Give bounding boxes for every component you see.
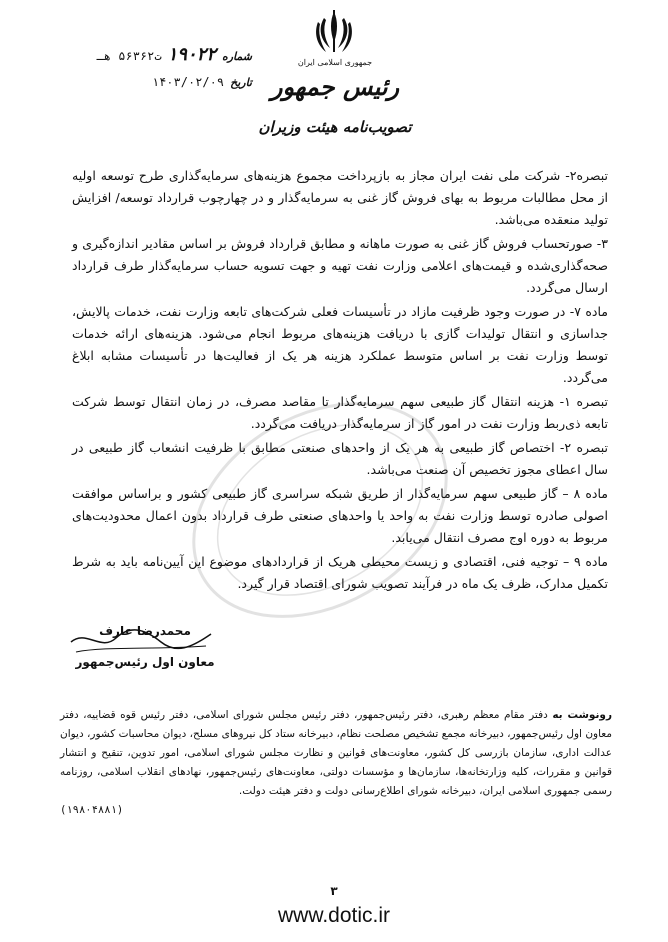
number-row (12, 44, 252, 65)
paragraph: تبصره۲- شرکت ملی نفت ایران مجاز به بازپرداخت مجموع هزینه‌های سرمایه‌گذاری طرح توسعه اولیه از محل مطالبات مربوط به بهای فروش گاز غنی به سرمایه‌گذار و در چهارچوب قرارداد توسعه/ افزایش تولید منعقده می‌باشد. (72, 168, 608, 227)
number-label: شماره (221, 50, 252, 63)
distribution-text: دفتر مقام معظم رهبری، دفتر رئیس‌جمهور، دفتر رئیس مجلس شورای اسلامی، دفتر رئیس قوه قضاییه، دفتر معاون اول رئیس‌جمهور، دبیرخانه مجمع تشخیص مصلحت نظام، دبیرخانه ستاد کل نیروهای مسلح، دیوان محاسبات کشور، دیوان عدالت اداری، سازمان بازرسی کل کشور، معاونت‌های قوانین و نظارت مجلس شورای اسلامی، امور تدوین، تنقیح و انتشار قوانین و مقررات، کلیه وزارتخانه‌ها، سازمان‌ها و مؤسسات دولتی، معاونت‌های رئیس‌جمهور، نهادهای انقلاب اسلامی، روزنامه رسمی جمهوری اسلامی ایران، دبیرخانه شورای اطلاع‌رسانی دولت و دفتر هیئت دولت. (60, 709, 612, 797)
iran-emblem-icon (312, 8, 356, 56)
decree-body (72, 165, 608, 597)
number-serial: ۱۹۰۲۲ (167, 44, 216, 65)
date-label: تاریخ (230, 76, 252, 89)
footer-website-link[interactable]: www.dotic.ir (277, 904, 391, 927)
republic-label: جمهوری اسلامی ایران (297, 58, 373, 67)
paragraph: تبصره ۲- اختصاص گاز طبیعی به هر یک از واحدهای صنعتی مطابق با ظرفیت انشعاب گاز طبیعی در سال اعطای مجوز تخصیص آن صنعت می‌باشد. (72, 440, 608, 477)
president-title: رئیس جمهور (270, 72, 400, 101)
paragraph: تبصره ۱- هزینه انتقال گاز طبیعی سهم سرمایه‌گذار تا مقاصد مصرف، در زمان انتقال توسط شرکت تابعه ذی‌ربط وزارت نفت در امور گاز از سرمایه‌گذار دریافت می‌گردد. (72, 394, 609, 431)
distribution-list (60, 706, 612, 820)
date-row (12, 75, 252, 89)
number-value: ت۵۶۳۶۲ هـ (96, 49, 162, 63)
signer-title: معاون اول رئیس‌جمهور (75, 655, 215, 669)
reference-block (12, 44, 252, 99)
cabinet-title: تصویب‌نامه هیئت وزیران (258, 118, 412, 136)
paragraph: ماده ۹ – توجیه فنی، اقتصادی و زیست محیطی هریک از قراردادهای موضوع این آیین‌نامه باید به شرط تکمیل مدارک، ظرف یک ماه در فرآیند تصویب شورای اقتصاد قرار گیرد. (72, 554, 609, 591)
document-code: (۱۹۸۰۴۸۸۱) (60, 804, 124, 816)
date-value: ۱۴۰۳/۰۲/۰۹ (151, 75, 225, 89)
paragraph: ماده ۸ – گاز طبیعی سهم سرمایه‌گذار از طریق شبکه سراسری گاز طبیعی کشور و براساس موافقت اصولی صادره توسط وزارت نفت به واحد یا واحدهای صنعتی طرف قرارداد بدون اعمال محدودیت‌های مربوط به دوره اوج مصرف انتقال می‌یابد. (72, 486, 608, 545)
distribution-label: رونوشت به (552, 709, 612, 721)
paragraph: ماده ۷- در صورت وجود ظرفیت مازاد در تأسیسات فعلی شرکت‌های تابعه وزارت نفت، خدمات پالایش، جداسازی و انتقال تولیدات گازی با دریافت هزینه‌های مربوط انجام می‌شود. هزینه‌های ارائه خدمات توسط وزارت نفت بر اساس متوسط عملکرد هزینه هر یک از فعالیت‌ها در تأسیسات مشابه ابلاغ می‌گردد. (72, 304, 608, 385)
paragraph: ۳- صورتحساب فروش گاز غنی به صورت ماهانه و مطابق قرارداد فروش بر اساس مقادیر اندازه‌گیری و صحه‌گذاری‌شده و قیمت‌های اعلامی وزارت نفت تهیه و جهت تسویه حساب سرمایه‌گذار طرف قرارداد ارسال می‌گردد. (72, 236, 608, 295)
signer-name: محمدرضا عارف (99, 624, 191, 638)
page-number: ۳ (330, 884, 338, 898)
